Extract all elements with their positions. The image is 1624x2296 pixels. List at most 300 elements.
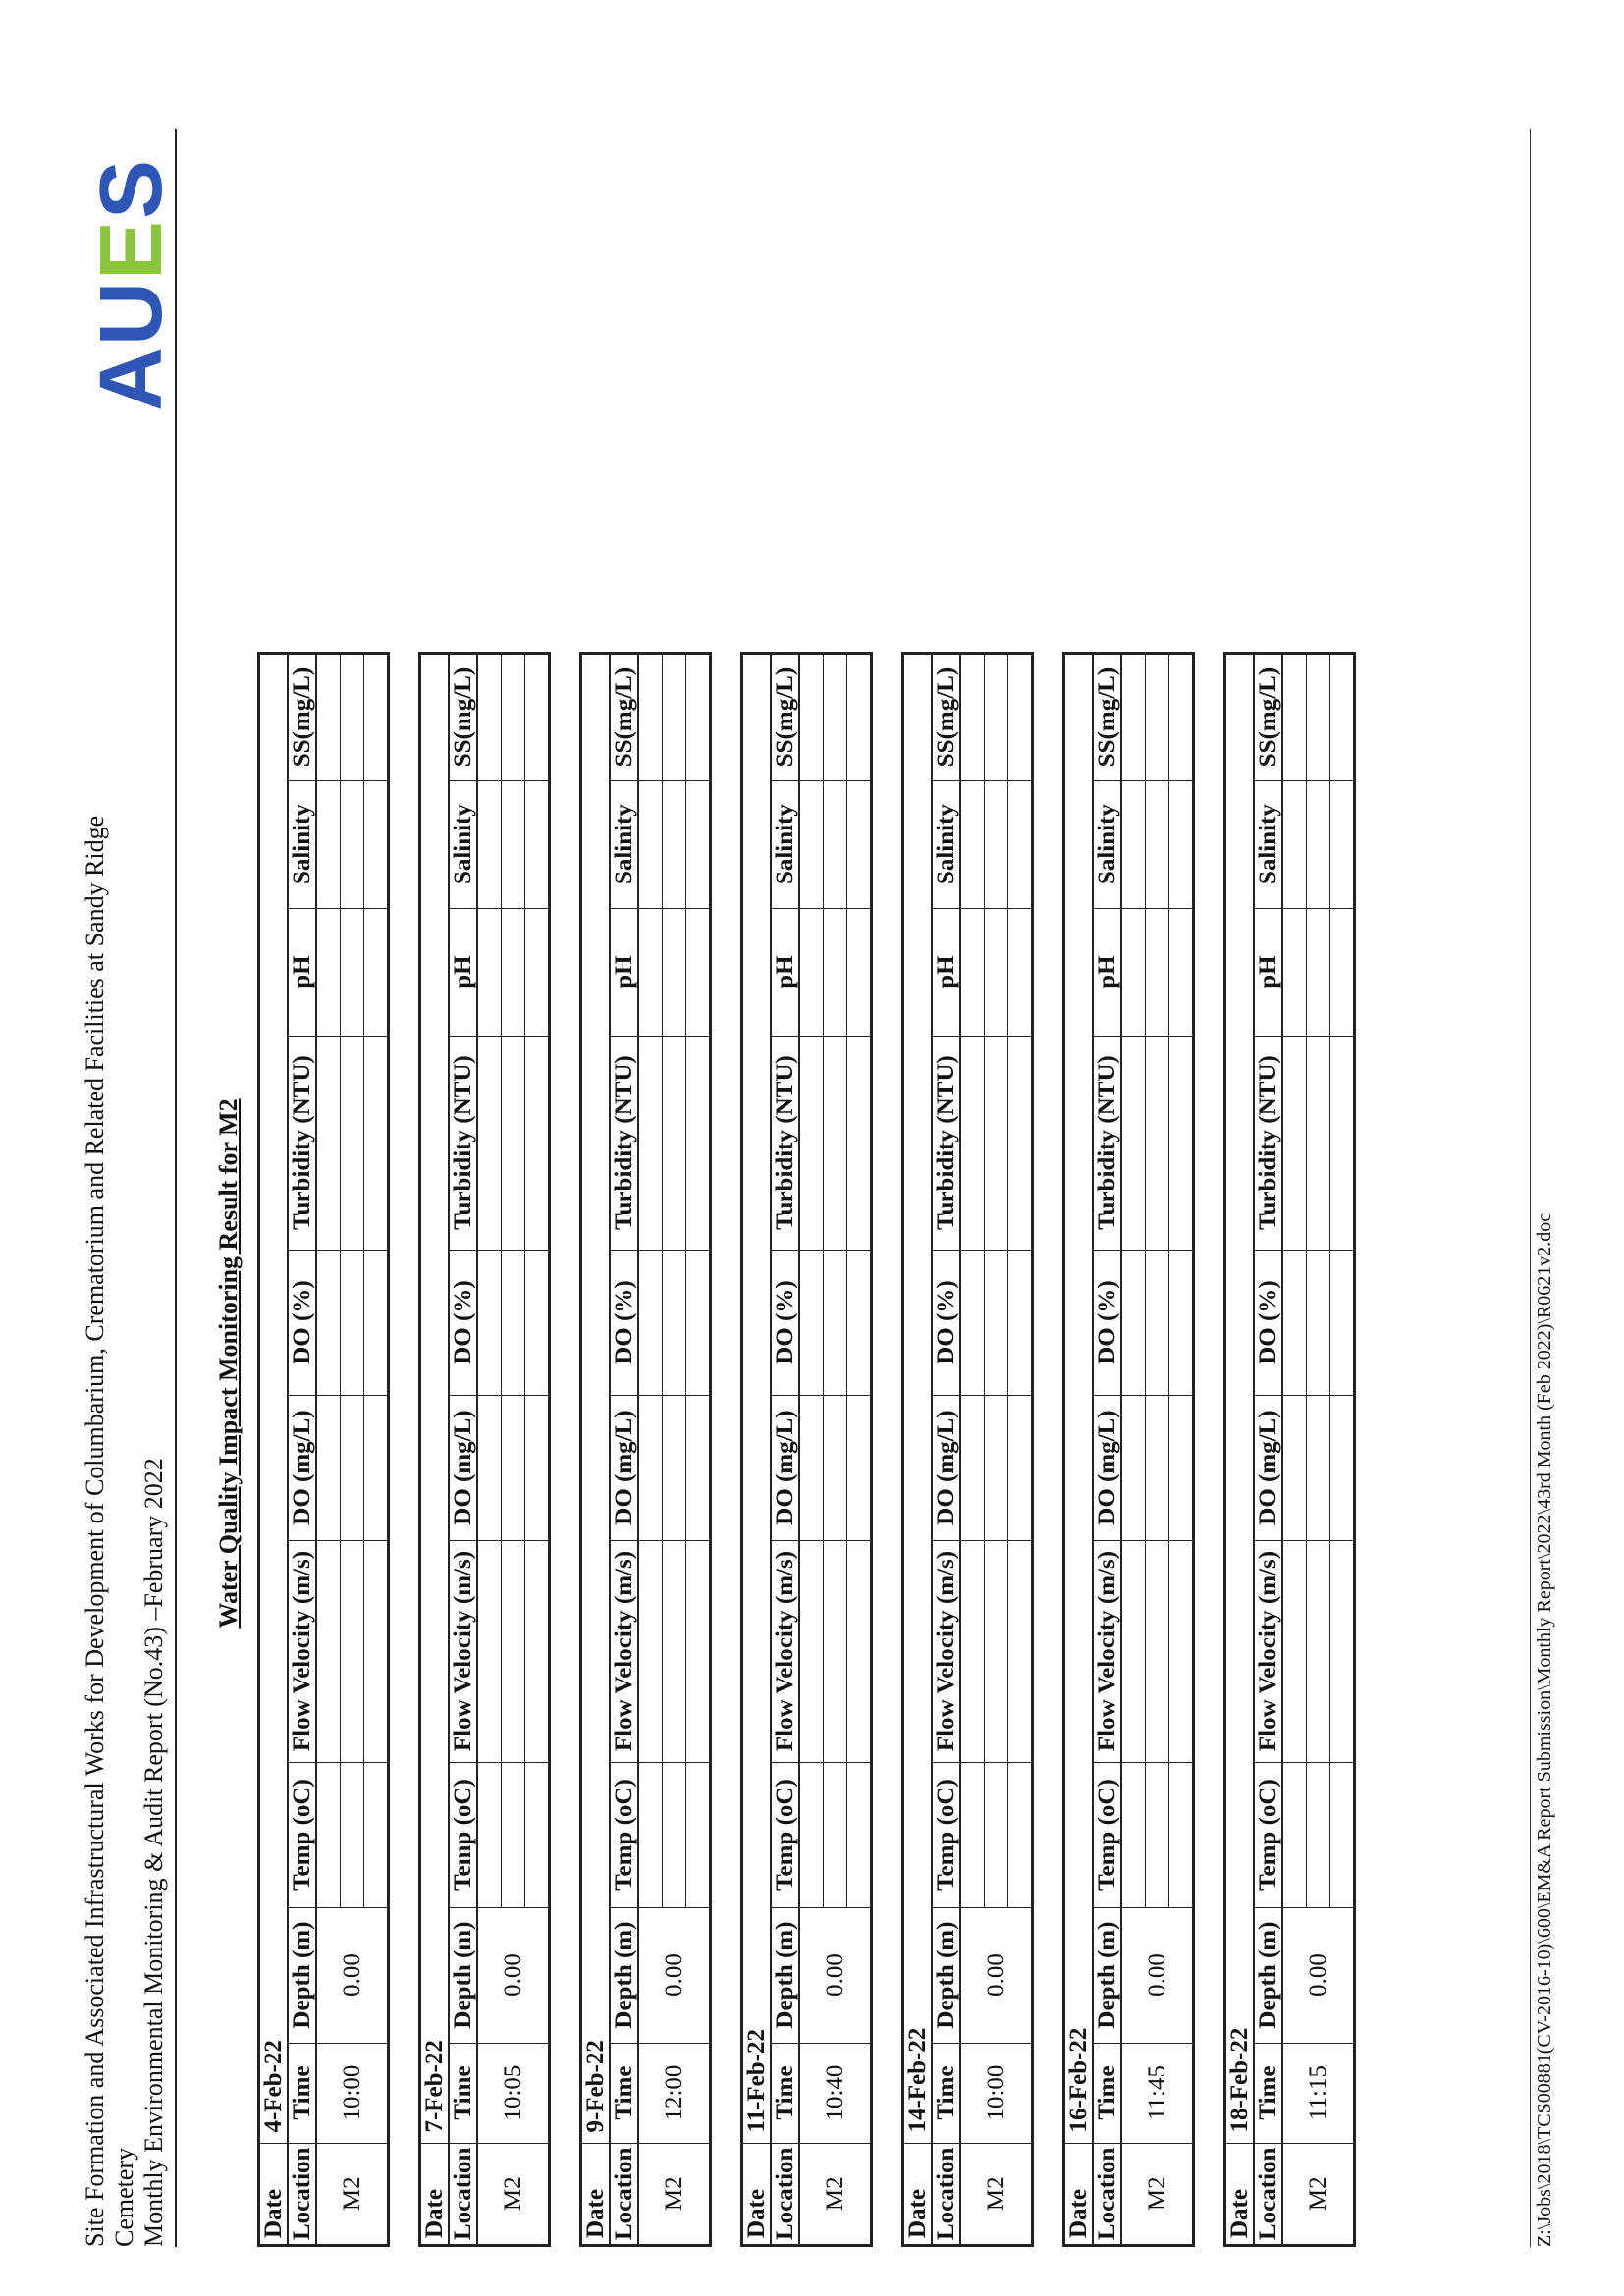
- cell-time: 10:40: [799, 2043, 872, 2143]
- cell-flow: [824, 1540, 847, 1762]
- column-header-time: Time: [932, 2043, 960, 2143]
- column-header-do-mgl: DO (mg/L): [932, 1395, 960, 1540]
- cell-do-pct: [502, 1250, 525, 1395]
- column-header-ss: SS(mg/L): [1254, 653, 1282, 780]
- cell-salinity: [985, 780, 1008, 908]
- cell-do-mgl: [799, 1395, 824, 1540]
- cell-location: M2: [960, 2143, 1033, 2245]
- cell-depth: 0.00: [477, 1907, 550, 2043]
- column-header-depth: Depth (m): [288, 1907, 316, 2043]
- cell-do-pct: [960, 1250, 985, 1395]
- cell-ph: [1121, 908, 1146, 1036]
- cell-salinity: [663, 780, 686, 908]
- column-header-location: Location: [771, 2143, 799, 2245]
- column-header-ph: pH: [610, 908, 638, 1036]
- cell-ph: [477, 908, 502, 1036]
- cell-ph: [960, 908, 985, 1036]
- cell-ss: [316, 653, 341, 780]
- cell-temp: [1146, 1762, 1169, 1907]
- cell-flow: [364, 1540, 389, 1762]
- date-label: Date: [420, 2143, 450, 2245]
- cell-ph: [824, 908, 847, 1036]
- cell-salinity: [1307, 780, 1330, 908]
- cell-do-mgl: [364, 1395, 389, 1540]
- cell-do-mgl: [525, 1395, 550, 1540]
- footer-rule: [1530, 129, 1531, 2247]
- monitoring-table-block: [418, 652, 551, 2247]
- cell-temp: [477, 1762, 502, 1907]
- table-row: [316, 653, 341, 2245]
- column-header-flow: Flow Velocity (m/s): [449, 1540, 477, 1762]
- column-header-temp: Temp (oC): [288, 1762, 316, 1907]
- cell-salinity: [1121, 780, 1146, 908]
- column-header-salinity: Salinity: [610, 780, 638, 908]
- cell-do-pct: [824, 1250, 847, 1395]
- cell-ss: [1282, 653, 1307, 780]
- column-header-time: Time: [288, 2043, 316, 2143]
- cell-turbidity: [1008, 1036, 1033, 1250]
- column-header-location: Location: [449, 2143, 477, 2245]
- cell-flow: [960, 1540, 985, 1762]
- cell-turbidity: [1330, 1036, 1355, 1250]
- date-value: 9-Feb-22: [581, 653, 611, 2143]
- cell-salinity: [1169, 780, 1194, 908]
- cell-depth: 0.00: [799, 1907, 872, 2043]
- column-header-time: Time: [1254, 2043, 1282, 2143]
- cell-depth: 0.00: [1282, 1907, 1355, 2043]
- column-header-temp: Temp (oC): [932, 1762, 960, 1907]
- cell-turbidity: [316, 1036, 341, 1250]
- cell-ph: [341, 908, 364, 1036]
- column-header-ph: pH: [1093, 908, 1121, 1036]
- column-header-time: Time: [610, 2043, 638, 2143]
- logo-letter-s: S: [82, 157, 181, 219]
- cell-flow: [1008, 1540, 1033, 1762]
- cell-ss: [341, 653, 364, 780]
- cell-ss: [960, 653, 985, 780]
- column-header-salinity: Salinity: [1093, 780, 1121, 908]
- column-header-do-pct: DO (%): [1093, 1250, 1121, 1395]
- column-header-salinity: Salinity: [771, 780, 799, 908]
- cell-salinity: [847, 780, 872, 908]
- cell-ph: [985, 908, 1008, 1036]
- cell-time: 10:00: [960, 2043, 1033, 2143]
- cell-turbidity: [477, 1036, 502, 1250]
- monitoring-table: [1062, 652, 1195, 2247]
- logo-letter-u: U: [82, 280, 181, 346]
- header-rule: [175, 129, 177, 2247]
- cell-temp: [638, 1762, 663, 1907]
- document-header: [81, 617, 169, 2247]
- cell-flow: [341, 1540, 364, 1762]
- cell-temp: [663, 1762, 686, 1907]
- cell-salinity: [1330, 780, 1355, 908]
- date-value: 11-Feb-22: [742, 653, 772, 2143]
- monitoring-table: [257, 652, 390, 2247]
- column-header-flow: Flow Velocity (m/s): [771, 1540, 799, 1762]
- date-value: 14-Feb-22: [903, 653, 933, 2143]
- column-header-ss: SS(mg/L): [610, 653, 638, 780]
- column-header-salinity: Salinity: [288, 780, 316, 908]
- cell-turbidity: [1169, 1036, 1194, 1250]
- cell-do-pct: [1146, 1250, 1169, 1395]
- column-header-turbidity: Turbidity (NTU): [449, 1036, 477, 1250]
- cell-location: M2: [799, 2143, 872, 2245]
- cell-turbidity: [1282, 1036, 1307, 1250]
- date-label: Date: [259, 2143, 289, 2245]
- column-header-ph: pH: [449, 908, 477, 1036]
- cell-turbidity: [364, 1036, 389, 1250]
- cell-do-mgl: [1121, 1395, 1146, 1540]
- column-header-turbidity: Turbidity (NTU): [771, 1036, 799, 1250]
- column-header-time: Time: [1093, 2043, 1121, 2143]
- cell-do-mgl: [1169, 1395, 1194, 1540]
- cell-ph: [663, 908, 686, 1036]
- cell-ph: [686, 908, 711, 1036]
- cell-turbidity: [341, 1036, 364, 1250]
- cell-time: 10:05: [477, 2043, 550, 2143]
- monitoring-table: [579, 652, 712, 2247]
- header-line-3: Monthly Environmental Monitoring & Audit Report (No.43) –February 2022: [139, 1458, 168, 2247]
- column-header-turbidity: Turbidity (NTU): [610, 1036, 638, 1250]
- cell-temp: [364, 1762, 389, 1907]
- cell-temp: [1008, 1762, 1033, 1907]
- column-header-flow: Flow Velocity (m/s): [288, 1540, 316, 1762]
- cell-ss: [502, 653, 525, 780]
- column-header-location: Location: [932, 2143, 960, 2245]
- date-label: Date: [742, 2143, 772, 2245]
- cell-do-mgl: [1307, 1395, 1330, 1540]
- cell-do-mgl: [824, 1395, 847, 1540]
- date-label: Date: [1225, 2143, 1255, 2245]
- cell-salinity: [799, 780, 824, 908]
- column-header-location: Location: [1093, 2143, 1121, 2245]
- cell-ss: [686, 653, 711, 780]
- cell-flow: [1121, 1540, 1146, 1762]
- column-header-flow: Flow Velocity (m/s): [1093, 1540, 1121, 1762]
- column-header-do-pct: DO (%): [288, 1250, 316, 1395]
- cell-do-pct: [1121, 1250, 1146, 1395]
- column-header-do-pct: DO (%): [1254, 1250, 1282, 1395]
- column-header-depth: Depth (m): [1093, 1907, 1121, 2043]
- column-header-do-pct: DO (%): [449, 1250, 477, 1395]
- monitoring-table-block: [579, 652, 712, 2247]
- cell-location: M2: [477, 2143, 550, 2245]
- cell-do-pct: [1307, 1250, 1330, 1395]
- column-header-ph: pH: [288, 908, 316, 1036]
- cell-ss: [1330, 653, 1355, 780]
- cell-do-mgl: [847, 1395, 872, 1540]
- column-header-do-pct: DO (%): [610, 1250, 638, 1395]
- date-label: Date: [1064, 2143, 1094, 2245]
- column-header-depth: Depth (m): [932, 1907, 960, 2043]
- cell-do-mgl: [960, 1395, 985, 1540]
- column-header-temp: Temp (oC): [1093, 1762, 1121, 1907]
- column-header-time: Time: [449, 2043, 477, 2143]
- cell-flow: [316, 1540, 341, 1762]
- column-header-do-mgl: DO (mg/L): [1254, 1395, 1282, 1540]
- cell-ss: [799, 653, 824, 780]
- cell-ph: [799, 908, 824, 1036]
- cell-temp: [1121, 1762, 1146, 1907]
- cell-time: 10:00: [316, 2043, 389, 2143]
- cell-ph: [1307, 908, 1330, 1036]
- cell-do-mgl: [985, 1395, 1008, 1540]
- date-label: Date: [903, 2143, 933, 2245]
- cell-flow: [477, 1540, 502, 1762]
- date-value: 16-Feb-22: [1064, 653, 1094, 2143]
- cell-location: M2: [638, 2143, 711, 2245]
- cell-ss: [1169, 653, 1194, 780]
- cell-do-mgl: [1008, 1395, 1033, 1540]
- cell-salinity: [960, 780, 985, 908]
- cell-turbidity: [960, 1036, 985, 1250]
- cell-turbidity: [1121, 1036, 1146, 1250]
- cell-ss: [477, 653, 502, 780]
- column-header-temp: Temp (oC): [610, 1762, 638, 1907]
- cell-ph: [1169, 908, 1194, 1036]
- cell-do-pct: [316, 1250, 341, 1395]
- cell-temp: [824, 1762, 847, 1907]
- column-header-ph: pH: [932, 908, 960, 1036]
- cell-temp: [985, 1762, 1008, 1907]
- cell-ss: [663, 653, 686, 780]
- cell-ph: [1282, 908, 1307, 1036]
- cell-ss: [1146, 653, 1169, 780]
- cell-location: M2: [1282, 2143, 1355, 2245]
- cell-turbidity: [1146, 1036, 1169, 1250]
- column-header-ss: SS(mg/L): [932, 653, 960, 780]
- column-header-turbidity: Turbidity (NTU): [288, 1036, 316, 1250]
- column-header-location: Location: [1254, 2143, 1282, 2245]
- cell-do-pct: [1169, 1250, 1194, 1395]
- cell-turbidity: [502, 1036, 525, 1250]
- cell-temp: [1330, 1762, 1355, 1907]
- column-header-do-mgl: DO (mg/L): [449, 1395, 477, 1540]
- cell-ph: [525, 908, 550, 1036]
- column-header-time: Time: [771, 2043, 799, 2143]
- cell-flow: [1282, 1540, 1307, 1762]
- cell-ph: [316, 908, 341, 1036]
- cell-flow: [1330, 1540, 1355, 1762]
- cell-depth: 0.00: [1121, 1907, 1194, 2043]
- cell-ss: [1121, 653, 1146, 780]
- column-header-do-mgl: DO (mg/L): [1093, 1395, 1121, 1540]
- cell-ss: [847, 653, 872, 780]
- column-header-turbidity: Turbidity (NTU): [1254, 1036, 1282, 1250]
- logo-letter-e: E: [82, 218, 181, 280]
- column-header-turbidity: Turbidity (NTU): [1093, 1036, 1121, 1250]
- column-header-depth: Depth (m): [1254, 1907, 1282, 2043]
- column-header-temp: Temp (oC): [771, 1762, 799, 1907]
- table-row: [1121, 653, 1146, 2245]
- monitoring-table: [901, 652, 1034, 2247]
- monitoring-table-block: [1062, 652, 1195, 2247]
- cell-salinity: [364, 780, 389, 908]
- aues-logo: [84, 158, 179, 411]
- cell-do-pct: [663, 1250, 686, 1395]
- column-header-ph: pH: [771, 908, 799, 1036]
- cell-turbidity: [525, 1036, 550, 1250]
- cell-do-pct: [364, 1250, 389, 1395]
- cell-temp: [341, 1762, 364, 1907]
- cell-turbidity: [847, 1036, 872, 1250]
- cell-flow: [847, 1540, 872, 1762]
- cell-flow: [1146, 1540, 1169, 1762]
- cell-do-mgl: [341, 1395, 364, 1540]
- column-header-location: Location: [610, 2143, 638, 2245]
- column-header-flow: Flow Velocity (m/s): [932, 1540, 960, 1762]
- table-row: [1282, 653, 1307, 2245]
- cell-turbidity: [638, 1036, 663, 1250]
- cell-turbidity: [686, 1036, 711, 1250]
- cell-do-pct: [799, 1250, 824, 1395]
- table-row: [799, 653, 824, 2245]
- cell-salinity: [638, 780, 663, 908]
- date-label: Date: [581, 2143, 611, 2245]
- cell-salinity: [1146, 780, 1169, 908]
- date-value: 4-Feb-22: [259, 653, 289, 2143]
- cell-salinity: [1282, 780, 1307, 908]
- cell-flow: [799, 1540, 824, 1762]
- cell-temp: [1307, 1762, 1330, 1907]
- table-row: [960, 653, 985, 2245]
- cell-turbidity: [824, 1036, 847, 1250]
- cell-temp: [316, 1762, 341, 1907]
- column-header-salinity: Salinity: [932, 780, 960, 908]
- cell-location: M2: [1121, 2143, 1194, 2245]
- cell-do-pct: [638, 1250, 663, 1395]
- cell-do-pct: [1008, 1250, 1033, 1395]
- column-header-depth: Depth (m): [610, 1907, 638, 2043]
- cell-ss: [1307, 653, 1330, 780]
- cell-temp: [686, 1762, 711, 1907]
- cell-location: M2: [316, 2143, 389, 2245]
- cell-do-mgl: [638, 1395, 663, 1540]
- cell-do-mgl: [316, 1395, 341, 1540]
- cell-flow: [638, 1540, 663, 1762]
- cell-turbidity: [799, 1036, 824, 1250]
- cell-do-pct: [686, 1250, 711, 1395]
- cell-flow: [525, 1540, 550, 1762]
- logo-letter-a: A: [82, 346, 181, 411]
- cell-flow: [502, 1540, 525, 1762]
- cell-time: 11:45: [1121, 2043, 1194, 2143]
- cell-flow: [1307, 1540, 1330, 1762]
- cell-ph: [1330, 908, 1355, 1036]
- cell-salinity: [1008, 780, 1033, 908]
- cell-do-mgl: [1282, 1395, 1307, 1540]
- column-header-do-pct: DO (%): [932, 1250, 960, 1395]
- cell-flow: [686, 1540, 711, 1762]
- cell-ss: [1008, 653, 1033, 780]
- monitoring-table-block: [740, 652, 873, 2247]
- cell-flow: [663, 1540, 686, 1762]
- cell-do-mgl: [502, 1395, 525, 1540]
- cell-do-pct: [477, 1250, 502, 1395]
- cell-salinity: [686, 780, 711, 908]
- cell-do-mgl: [1146, 1395, 1169, 1540]
- cell-ss: [525, 653, 550, 780]
- cell-do-pct: [1330, 1250, 1355, 1395]
- cell-depth: 0.00: [960, 1907, 1033, 2043]
- cell-do-pct: [985, 1250, 1008, 1395]
- column-header-temp: Temp (oC): [1254, 1762, 1282, 1907]
- cell-do-pct: [847, 1250, 872, 1395]
- column-header-do-mgl: DO (mg/L): [771, 1395, 799, 1540]
- cell-ss: [638, 653, 663, 780]
- monitoring-table-block: [901, 652, 1034, 2247]
- cell-temp: [1282, 1762, 1307, 1907]
- cell-flow: [985, 1540, 1008, 1762]
- table-row: [638, 653, 663, 2245]
- monitoring-table-block: [257, 652, 390, 2247]
- cell-ph: [1008, 908, 1033, 1036]
- cell-salinity: [525, 780, 550, 908]
- cell-temp: [960, 1762, 985, 1907]
- footer-path: Z:\Jobs\2018\TCS00881(CV-2016-10)\600\EM&A Report Submission\Monthly Report\2022\43rd Month (Feb 2022)\R0621v2.doc: [1534, 1212, 1555, 2247]
- column-header-do-pct: DO (%): [771, 1250, 799, 1395]
- cell-ss: [364, 653, 389, 780]
- cell-salinity: [824, 780, 847, 908]
- cell-salinity: [477, 780, 502, 908]
- column-header-turbidity: Turbidity (NTU): [932, 1036, 960, 1250]
- header-line-1: Site Formation and Associated Infrastructural Works for Development of Columbarium, Crematorium and Related Facilities at Sandy Ridge: [81, 815, 109, 2247]
- column-header-salinity: Salinity: [1254, 780, 1282, 908]
- column-header-flow: Flow Velocity (m/s): [610, 1540, 638, 1762]
- cell-temp: [502, 1762, 525, 1907]
- cell-temp: [847, 1762, 872, 1907]
- monitoring-table: [1223, 652, 1356, 2247]
- column-header-ss: SS(mg/L): [771, 653, 799, 780]
- cell-salinity: [316, 780, 341, 908]
- cell-do-mgl: [663, 1395, 686, 1540]
- cell-do-mgl: [686, 1395, 711, 1540]
- cell-salinity: [341, 780, 364, 908]
- cell-ss: [985, 653, 1008, 780]
- cell-depth: 0.00: [316, 1907, 389, 2043]
- date-value: 7-Feb-22: [420, 653, 450, 2143]
- column-header-salinity: Salinity: [449, 780, 477, 908]
- column-header-flow: Flow Velocity (m/s): [1254, 1540, 1282, 1762]
- cell-do-mgl: [1330, 1395, 1355, 1540]
- monitoring-table: [740, 652, 873, 2247]
- cell-ph: [364, 908, 389, 1036]
- cell-temp: [799, 1762, 824, 1907]
- cell-turbidity: [663, 1036, 686, 1250]
- cell-do-pct: [341, 1250, 364, 1395]
- cell-do-pct: [1282, 1250, 1307, 1395]
- cell-do-pct: [525, 1250, 550, 1395]
- column-header-ss: SS(mg/L): [449, 653, 477, 780]
- cell-turbidity: [985, 1036, 1008, 1250]
- date-value: 18-Feb-22: [1225, 653, 1255, 2143]
- cell-do-mgl: [477, 1395, 502, 1540]
- monitoring-table: [418, 652, 551, 2247]
- cell-depth: 0.00: [638, 1907, 711, 2043]
- cell-time: 11:15: [1282, 2043, 1355, 2143]
- report-title: Water Quality Impact Monitoring Result for M2: [214, 1098, 243, 1629]
- cell-flow: [1169, 1540, 1194, 1762]
- column-header-depth: Depth (m): [771, 1907, 799, 2043]
- column-header-location: Location: [288, 2143, 316, 2245]
- column-header-temp: Temp (oC): [449, 1762, 477, 1907]
- column-header-ss: SS(mg/L): [1093, 653, 1121, 780]
- cell-time: 12:00: [638, 2043, 711, 2143]
- cell-ss: [824, 653, 847, 780]
- cell-salinity: [502, 780, 525, 908]
- cell-turbidity: [1307, 1036, 1330, 1250]
